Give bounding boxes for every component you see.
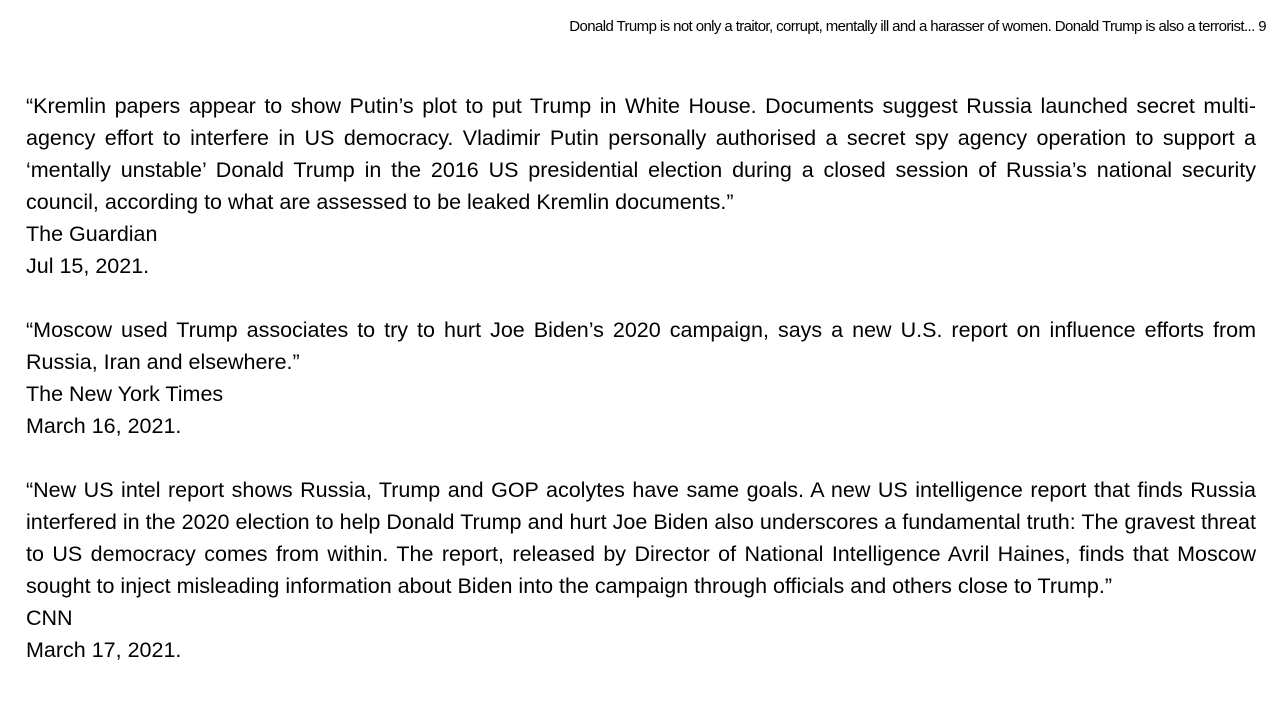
header-title: Donald Trump is not only a traitor, corrupt, mentally ill and a harasser of women. Donald Trump is also a terrorist... [569, 18, 1255, 35]
quote-date: Jul 15, 2021. [26, 254, 150, 278]
page-number: 9 [1258, 18, 1266, 35]
quote-date: March 16, 2021. [26, 414, 182, 438]
page-header [569, 17, 1266, 37]
quote-source: The Guardian [26, 222, 158, 246]
quote-block-cnn [26, 474, 1256, 666]
quote-source: The New York Times [26, 382, 224, 406]
quote-block-nyt [26, 314, 1256, 442]
quote-date: March 17, 2021. [26, 638, 182, 662]
quote-source: CNN [26, 606, 73, 630]
quote-text: “Kremlin papers appear to show Putin’s plot to put Trump in White House. Documents suggest Russia launched secret multi-agency effort to interfere in US democracy. Vladimir Putin personally authorised a secret spy agency operation to support a ‘mentally unstable’ Donald Trump in the 2016 US presidential election during a closed session of Russia’s national security council, according to what are assessed to be leaked Kremlin documents.” [26, 94, 1256, 214]
quote-text: “Moscow used Trump associates to try to hurt Joe Biden’s 2020 campaign, says a new U.S. report on influence efforts from Russia, Iran and elsewhere.” [26, 318, 1256, 374]
quote-block-guardian [26, 90, 1256, 282]
quote-text: “New US intel report shows Russia, Trump and GOP acolytes have same goals. A new US intelligence report that finds Russia interfered in the 2020 election to help Donald Trump and hurt Joe Biden also underscores a fundamental truth: The gravest threat to US democracy comes from within. The report, released by Director of National Intelligence Avril Haines, finds that Moscow sought to inject misleading information about Biden into the campaign through officials and others close to Trump.” [26, 478, 1256, 598]
quotes-list [26, 90, 1256, 698]
